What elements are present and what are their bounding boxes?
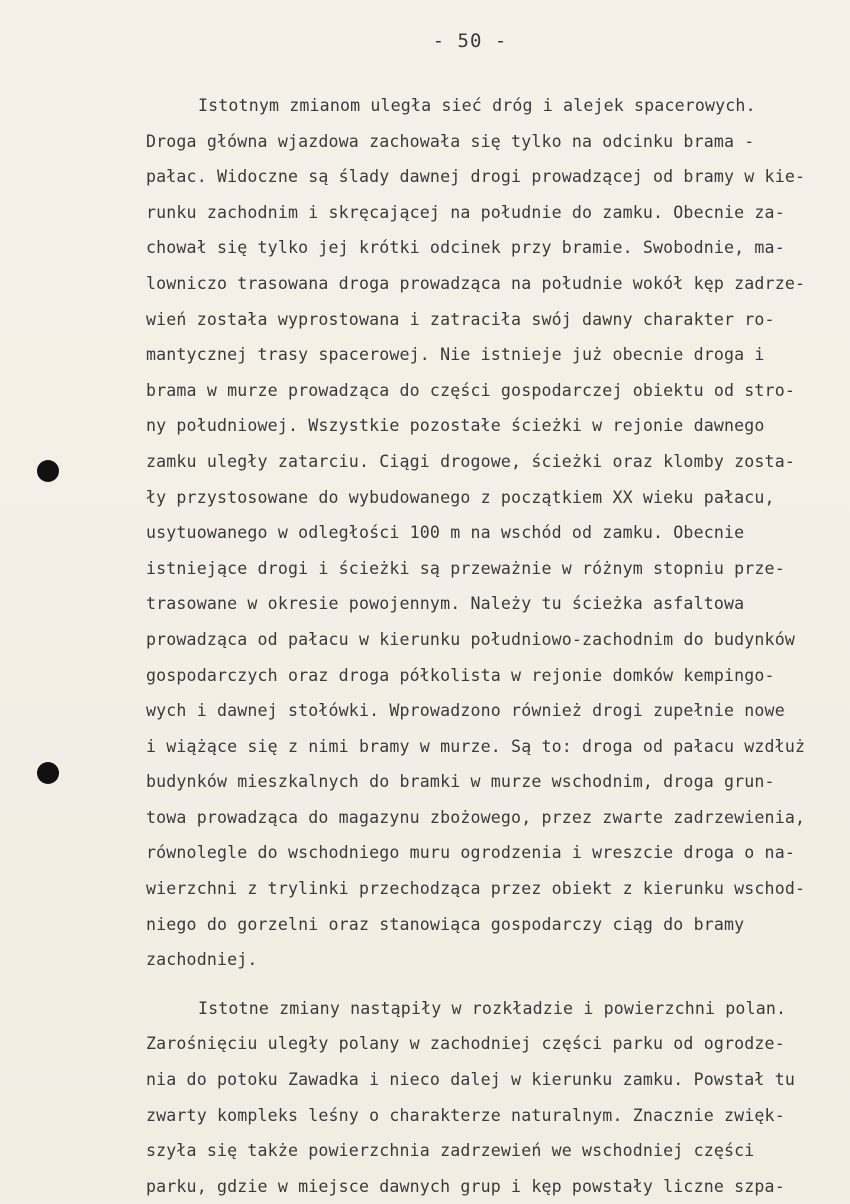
text-line: Zarośnięciu uległy polany w zachodniej części parku od ogrodze- [146, 1034, 785, 1054]
text-line: prowadząca od pałacu w kierunku południowo-zachodnim do budynków [146, 629, 795, 649]
text-line: istniejące drogi i ścieżki są przeważnie w różnym stopniu prze- [146, 558, 785, 578]
text-line: równolegle do wschodniego muru ogrodzenia i wreszcie droga o na- [146, 843, 795, 863]
text-line: wierzchni z trylinki przechodząca przez obiekt z kierunku wschod- [146, 879, 806, 899]
text-line: towa prowadząca do magazynu zbożowego, przez zwarte zadrzewienia, [146, 807, 806, 827]
text-line: budynków mieszkalnych do bramki w murze wschodnim, droga grun- [146, 772, 775, 792]
text-line: wień została wyprostowana i zatraciła swój dawny charakter ro- [146, 309, 775, 329]
text-line: lowniczo trasowana droga prowadząca na południe wokół kęp zadrze- [146, 273, 806, 293]
text-line: szyła się także powierzchnia zadrzewień we wschodniej części [146, 1141, 755, 1161]
text-line: wych i dawnej stołówki. Wprowadzono również drogi zupełnie nowe [146, 701, 785, 721]
text-line: runku zachodnim i skręcającej na południe do zamku. Obecnie za- [146, 202, 785, 222]
text-line: Droga główna wjazdowa zachowała się tylko na odcinku brama - [146, 131, 755, 151]
text-line: niego do gorzelni oraz stanowiąca gospodarczy ciąg do bramy [146, 914, 745, 934]
text-line: ły przystosowane do wybudowanego z początkiem XX wieku pałacu, [146, 487, 775, 507]
paragraph-1 [146, 88, 826, 978]
text-line: trasowane w okresie powojennym. Należy tu ścieżka asfaltowa [146, 594, 745, 614]
text-line: pałac. Widoczne są ślady dawnej drogi prowadzącej od bramy w kie- [146, 167, 806, 187]
paragraph-2 [146, 991, 826, 1204]
punch-hole-lower [37, 762, 59, 784]
page-number: - 50 - [432, 30, 508, 52]
text-line: parku, gdzie w miejsce dawnych grup i kęp powstały liczne szpa- [146, 1176, 785, 1196]
text-line: zwarty kompleks leśny o charakterze naturalnym. Znacznie zwięk- [146, 1105, 785, 1125]
text-line: mantycznej trasy spacerowej. Nie istnieje już obecnie droga i [146, 345, 765, 365]
text-line: zamku uległy zatarciu. Ciągi drogowe, ścieżki oraz klomby zosta- [146, 451, 795, 471]
text-line: usytuowanego w odległości 100 m na wschód od zamku. Obecnie [146, 523, 745, 543]
text-line: chował się tylko jej krótki odcinek przy bramie. Swobodnie, ma- [146, 238, 785, 258]
text-line: ny południowej. Wszystkie pozostałe ścieżki w rejonie dawnego [146, 416, 765, 436]
text-line: zachodniej. [146, 950, 258, 970]
body-text [146, 88, 826, 1204]
paragraph-gap [146, 978, 826, 991]
text-line: Istotnym zmianom uległa sieć dróg i alejek spacerowych. [198, 96, 756, 115]
text-line: nia do potoku Zawadka i nieco dalej w kierunku zamku. Powstał tu [146, 1070, 795, 1090]
text-line: brama w murze prowadząca do części gospodarczej obiektu od stro- [146, 380, 795, 400]
text-line: Istotne zmiany nastąpiły w rozkładzie i powierzchni polan. [198, 998, 787, 1018]
text-line: gospodarczych oraz droga półkolista w rejonie domków kempingo- [146, 665, 775, 685]
text-line: i wiążące się z nimi bramy w murze. Są to: droga od pałacu wzdłuż [146, 736, 806, 756]
punch-hole-upper [37, 460, 59, 482]
